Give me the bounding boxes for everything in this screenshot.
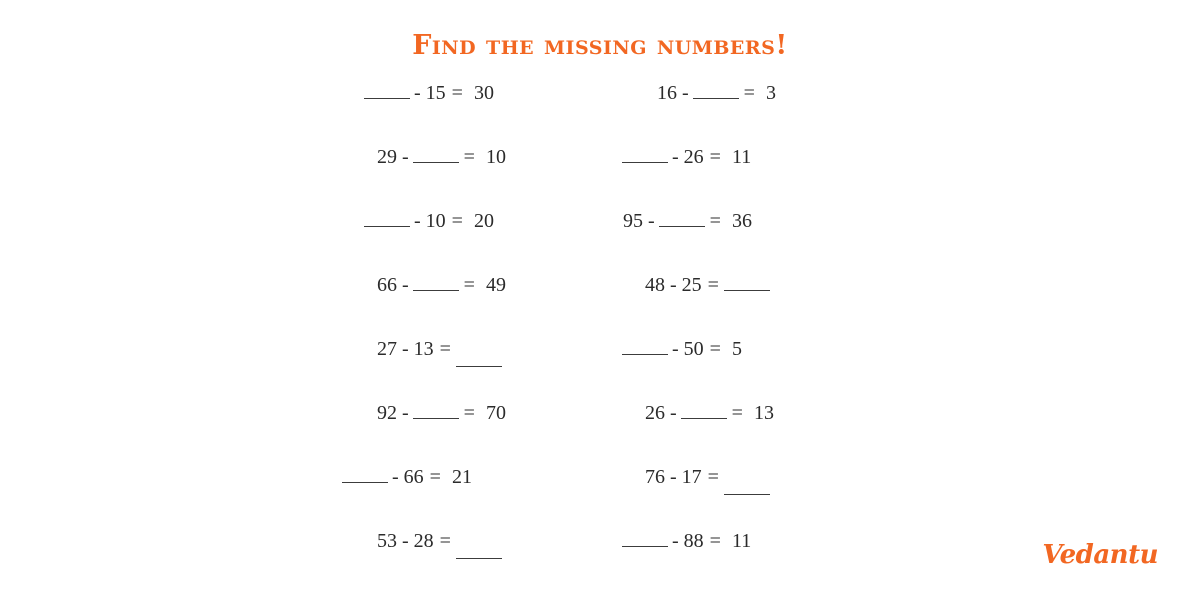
minus-sign: - xyxy=(414,210,421,232)
problem-row xyxy=(620,82,900,146)
minus-sign: - xyxy=(672,530,679,552)
operand: 50 xyxy=(683,338,704,360)
answer-blank[interactable] xyxy=(413,148,459,163)
minus-sign: - xyxy=(648,210,655,232)
answer-blank[interactable] xyxy=(342,468,388,483)
answer-blank[interactable] xyxy=(413,276,459,291)
result-value: 36 xyxy=(731,210,752,232)
operand: 15 xyxy=(425,82,446,104)
minus-sign: - xyxy=(682,82,689,104)
equals-sign: = xyxy=(743,82,755,104)
answer-blank[interactable] xyxy=(413,404,459,419)
operand: 13 xyxy=(413,338,434,360)
result-value: 20 xyxy=(473,210,494,232)
vedantu-logo-text: Vedantu xyxy=(1042,540,1158,570)
equals-sign: = xyxy=(451,82,463,104)
operand: 27 xyxy=(377,338,397,360)
equals-sign: = xyxy=(707,274,719,296)
operand: 29 xyxy=(377,146,397,168)
answer-blank[interactable] xyxy=(364,84,410,99)
operand: 25 xyxy=(681,274,702,296)
equals-sign: = xyxy=(439,530,451,552)
problem-row xyxy=(340,530,620,594)
operand: 76 xyxy=(645,466,665,488)
problem-row xyxy=(340,82,620,146)
result-value: 11 xyxy=(731,146,752,168)
equals-sign: = xyxy=(731,402,743,424)
problem-row xyxy=(340,466,620,530)
operand: 26 xyxy=(645,402,665,424)
minus-sign: - xyxy=(670,274,677,296)
problem-row xyxy=(620,530,900,594)
operand: 66 xyxy=(377,274,397,296)
answer-blank[interactable] xyxy=(456,544,502,559)
minus-sign: - xyxy=(402,402,409,424)
equals-sign: = xyxy=(451,210,463,232)
minus-sign: - xyxy=(402,146,409,168)
operand: 95 xyxy=(623,210,643,232)
operand: 88 xyxy=(683,530,704,552)
operand: 53 xyxy=(377,530,397,552)
problem-row xyxy=(340,274,620,338)
problem-row xyxy=(340,402,620,466)
problem-row xyxy=(340,338,620,402)
equals-sign: = xyxy=(463,402,475,424)
result-value: 10 xyxy=(485,146,506,168)
result-value: 3 xyxy=(765,82,776,104)
answer-blank[interactable] xyxy=(364,212,410,227)
answer-blank[interactable] xyxy=(659,212,705,227)
problem-row xyxy=(620,466,900,530)
problem-row xyxy=(620,146,900,210)
answer-blank[interactable] xyxy=(622,148,668,163)
result-value: 70 xyxy=(485,402,506,424)
minus-sign: - xyxy=(670,402,677,424)
equals-sign: = xyxy=(709,530,721,552)
answer-blank[interactable] xyxy=(622,532,668,547)
operand: 48 xyxy=(645,274,665,296)
equals-sign: = xyxy=(439,338,451,360)
minus-sign: - xyxy=(402,530,409,552)
answer-blank[interactable] xyxy=(456,352,502,367)
problem-row xyxy=(620,338,900,402)
answer-blank[interactable] xyxy=(724,480,770,495)
minus-sign: - xyxy=(672,338,679,360)
result-value: 21 xyxy=(451,466,472,488)
problem-row xyxy=(340,146,620,210)
minus-sign: - xyxy=(402,338,409,360)
operand: 92 xyxy=(377,402,397,424)
answer-blank[interactable] xyxy=(724,276,770,291)
problem-row xyxy=(620,274,900,338)
problem-row xyxy=(340,210,620,274)
minus-sign: - xyxy=(402,274,409,296)
minus-sign: - xyxy=(670,466,677,488)
operand: 10 xyxy=(425,210,446,232)
right-column xyxy=(620,82,900,594)
page-title: Find the missing numbers! xyxy=(412,30,788,61)
equals-sign: = xyxy=(463,274,475,296)
answer-blank[interactable] xyxy=(622,340,668,355)
problem-row xyxy=(620,210,900,274)
minus-sign: - xyxy=(392,466,399,488)
problem-row xyxy=(620,402,900,466)
vedantu-logo xyxy=(1042,540,1158,570)
result-value: 49 xyxy=(485,274,506,296)
equals-sign: = xyxy=(709,146,721,168)
operand: 17 xyxy=(681,466,702,488)
answer-blank[interactable] xyxy=(693,84,739,99)
operand: 66 xyxy=(403,466,424,488)
problems-area xyxy=(340,82,900,594)
equals-sign: = xyxy=(429,466,441,488)
result-value: 30 xyxy=(473,82,494,104)
equals-sign: = xyxy=(709,338,721,360)
minus-sign: - xyxy=(672,146,679,168)
operand: 16 xyxy=(657,82,677,104)
answer-blank[interactable] xyxy=(681,404,727,419)
equals-sign: = xyxy=(709,210,721,232)
equals-sign: = xyxy=(463,146,475,168)
left-column xyxy=(340,82,620,594)
result-value: 13 xyxy=(753,402,774,424)
minus-sign: - xyxy=(414,82,421,104)
result-value: 5 xyxy=(731,338,742,360)
operand: 28 xyxy=(413,530,434,552)
equals-sign: = xyxy=(707,466,719,488)
operand: 26 xyxy=(683,146,704,168)
result-value: 11 xyxy=(731,530,752,552)
